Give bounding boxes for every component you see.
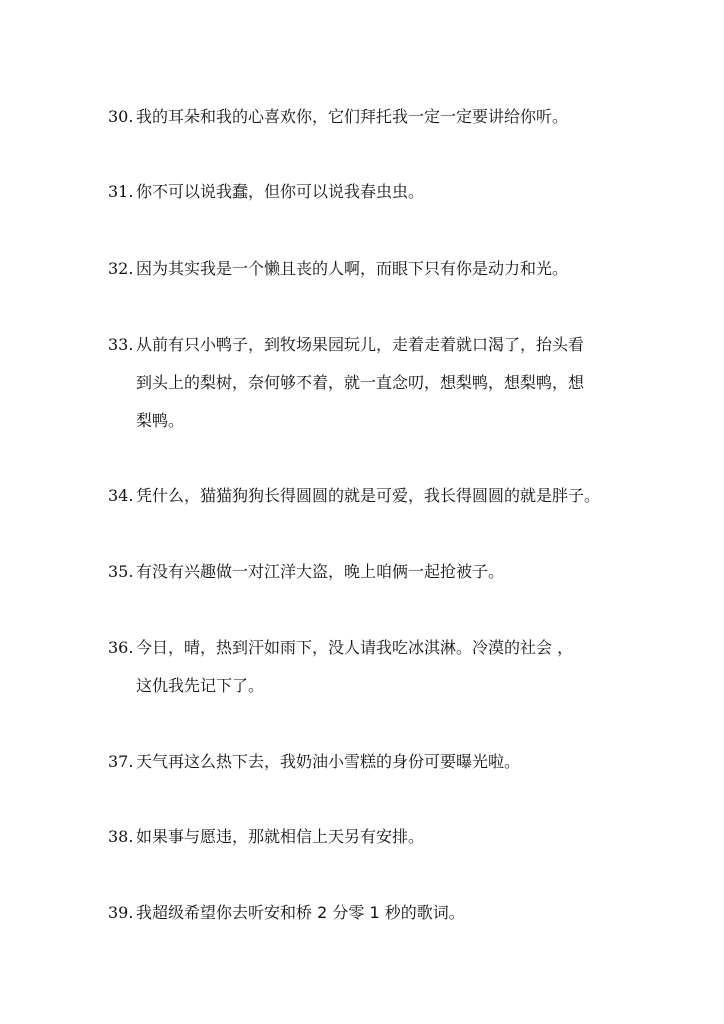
item-number: 31.: [108, 182, 134, 201]
item-line: [108, 250, 668, 288]
item-number: 38.: [108, 827, 134, 846]
item-text: 因为其实我是一个懒且丧的人啊，而眼下只有你是动力和光。: [136, 259, 569, 278]
item-line: [108, 667, 668, 705]
item-line: [108, 818, 668, 856]
item-line: [108, 477, 668, 515]
item-number: 35.: [108, 562, 134, 581]
list-item-37: [108, 743, 668, 781]
list-item-33: [108, 326, 668, 440]
item-text: 到头上的梨树，奈何够不着，就一直念叨，想梨鸭，想梨鸭，想: [136, 373, 585, 392]
item-text: 我超级希望你去听安和桥 2 分零 1 秒的歌词。: [136, 903, 465, 922]
list-item-36: [108, 629, 668, 705]
item-line: [108, 894, 668, 932]
item-number: 33.: [108, 335, 134, 354]
list-item-34: [108, 477, 668, 515]
item-text: 天气再这么热下去，我奶油小雪糕的身份可要曝光啦。: [136, 752, 521, 771]
item-text: 这仇我先记下了。: [136, 676, 265, 695]
item-number: 34.: [108, 486, 134, 505]
item-number: 39.: [108, 903, 134, 922]
list-item-30: [108, 98, 668, 136]
item-text: 从前有只小鸭子，到牧场果园玩儿，走着走着就口渴了，抬头看: [136, 335, 585, 354]
item-line: [108, 629, 668, 667]
item-text: 凭什么，猫猫狗狗长得圆圆的就是可爱，我长得圆圆的就是胖子。: [136, 486, 601, 505]
item-text: 今日，晴，热到汗如雨下，没人请我吃冰淇淋。冷漠的社会 ，: [136, 638, 574, 657]
item-number: 37.: [108, 752, 134, 771]
item-line: [108, 743, 668, 781]
list-item-38: [108, 818, 668, 856]
item-number: 36.: [108, 638, 134, 657]
item-text: 有没有兴趣做一对江洋大盗，晚上咱俩一起抢被子。: [136, 562, 505, 581]
item-line: [108, 98, 668, 136]
item-text: 你不可以说我蠢，但你可以说我春虫虫。: [136, 182, 425, 201]
item-line: [108, 553, 668, 591]
list-item-35: [108, 553, 668, 591]
list-item-39: [108, 894, 668, 932]
item-text: 我的耳朵和我的心喜欢你，它们拜托我一定一定要讲给你听。: [136, 107, 569, 126]
item-line: [108, 326, 668, 364]
item-text: 梨鸭。: [136, 411, 185, 430]
list-item-31: [108, 173, 668, 211]
item-line: [108, 364, 668, 402]
item-number: 30.: [108, 107, 134, 126]
item-number: 32.: [108, 259, 134, 278]
item-line: [108, 402, 668, 440]
item-text: 如果事与愿违，那就相信上天另有安排。: [136, 827, 425, 846]
item-line: [108, 173, 668, 211]
list-item-32: [108, 250, 668, 288]
